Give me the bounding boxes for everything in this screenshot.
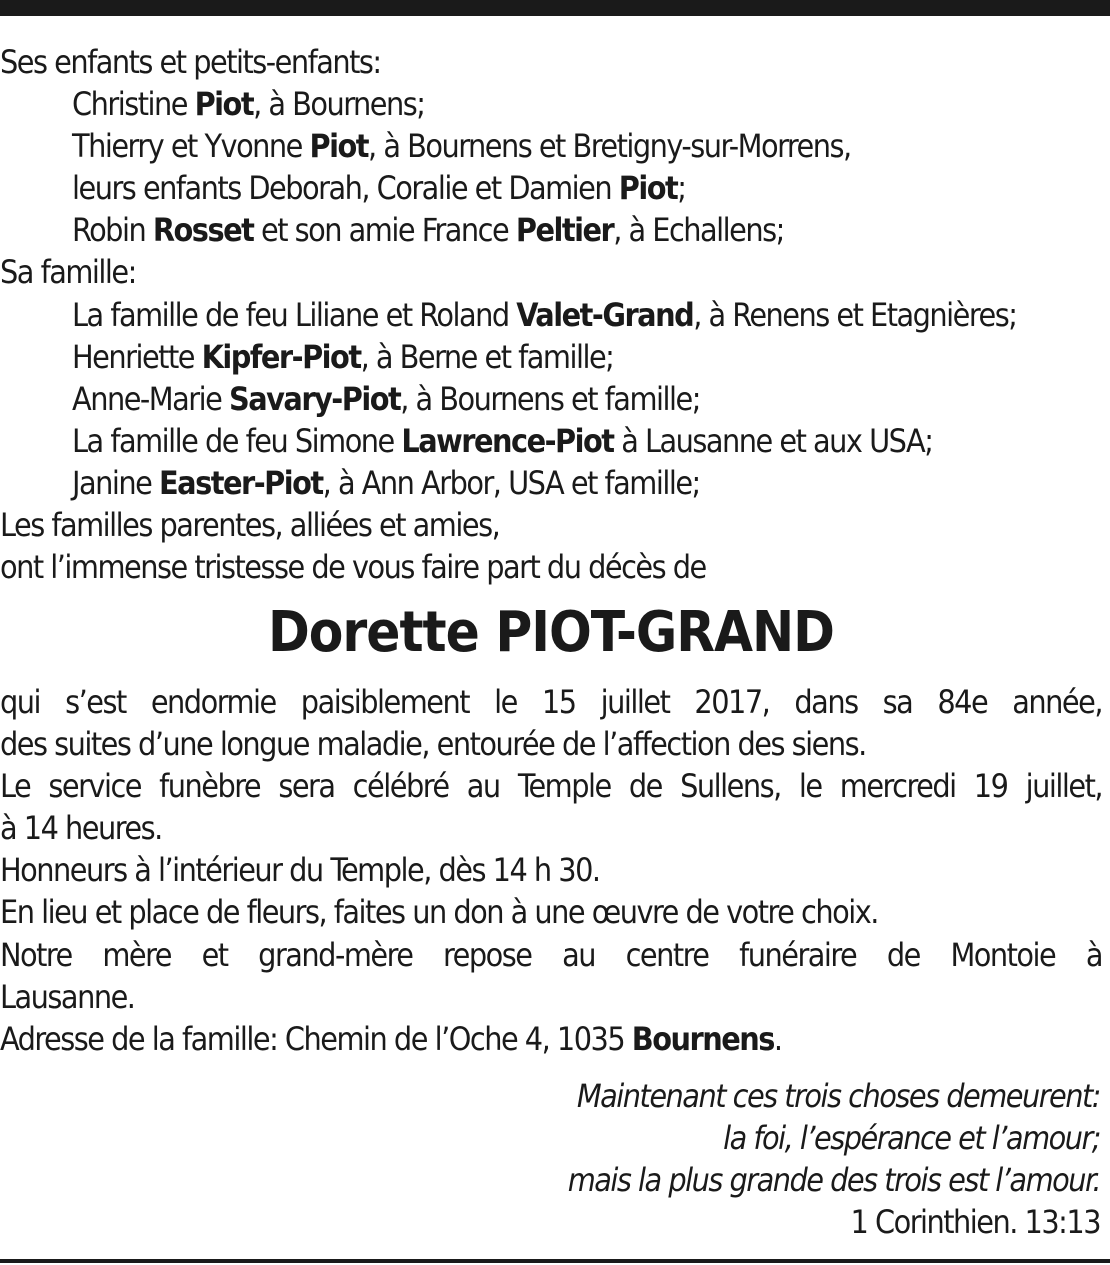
top-rule xyxy=(0,0,1110,16)
family-heading: Sa famille: xyxy=(0,253,136,292)
details-section xyxy=(0,681,1102,1060)
honours-line: Honneurs à l’intérieur du Temple, dès 14 h 30. xyxy=(0,851,600,890)
bible-quote xyxy=(568,1075,1100,1243)
quote-line: mais la plus grande des trois est l’amour. xyxy=(567,1161,1100,1200)
announcement-line: ont l’immense tristesse de vous faire part du décès de xyxy=(0,548,706,587)
quote-reference: 1 Corinthien. 13:13 xyxy=(850,1203,1100,1242)
rest-line: Notre mère et grand-mère repose au centre funéraire de Montoie à xyxy=(0,935,1102,974)
children-heading: Ses enfants et petits-enfants: xyxy=(0,43,381,81)
family-section xyxy=(0,41,1102,588)
quote-line: la foi, l’espérance et l’amour; xyxy=(723,1119,1100,1158)
service-line: Le service funèbre sera célébré au Temple de Sullens, le mercredi 19 juillet, xyxy=(0,767,1102,806)
service-line: à 14 heures. xyxy=(0,809,162,848)
relative-line: Henriette Kipfer-Piot, à Berne et famille; xyxy=(72,337,614,376)
family-member-line: Christine Piot, à Bournens; xyxy=(72,85,425,124)
others-line: Les familles parentes, alliées et amies, xyxy=(0,506,500,545)
bottom-rule xyxy=(0,1259,1110,1263)
relative-line: Janine Easter-Piot, à Ann Arbor, USA et famille; xyxy=(72,463,700,502)
relative-line: Anne-Marie Savary-Piot, à Bournens et famille; xyxy=(72,379,700,418)
flowers-line: En lieu et place de fleurs, faites un don à une œuvre de votre choix. xyxy=(0,893,878,932)
death-line: qui s’est endormie paisiblement le 15 juillet 2017, dans sa 84e année, xyxy=(0,683,1102,721)
relative-line: La famille de feu Simone Lawrence-Piot à Lausanne et aux USA; xyxy=(72,421,933,460)
death-line: des suites d’une longue maladie, entourée de l’affection des siens. xyxy=(0,725,866,764)
relative-line: La famille de feu Liliane et Roland Valet-Grand, à Renens et Etagnières; xyxy=(72,295,1017,334)
family-member-line: Thierry et Yvonne Piot, à Bournens et Bretigny-sur-Morrens, xyxy=(72,127,851,166)
deceased-name: Dorette PIOT-GRAND xyxy=(267,600,835,665)
family-member-line: leurs enfants Deborah, Coralie et Damien Piot; xyxy=(72,169,686,208)
rest-line: Lausanne. xyxy=(0,977,135,1016)
address-line: Adresse de la famille: Chemin de l’Oche 4, 1035 Bournens. xyxy=(0,1019,782,1058)
quote-line: Maintenant ces trois choses demeurent: xyxy=(576,1077,1100,1115)
family-member-line: Robin Rosset et son amie France Peltier, à Echallens; xyxy=(72,211,784,250)
